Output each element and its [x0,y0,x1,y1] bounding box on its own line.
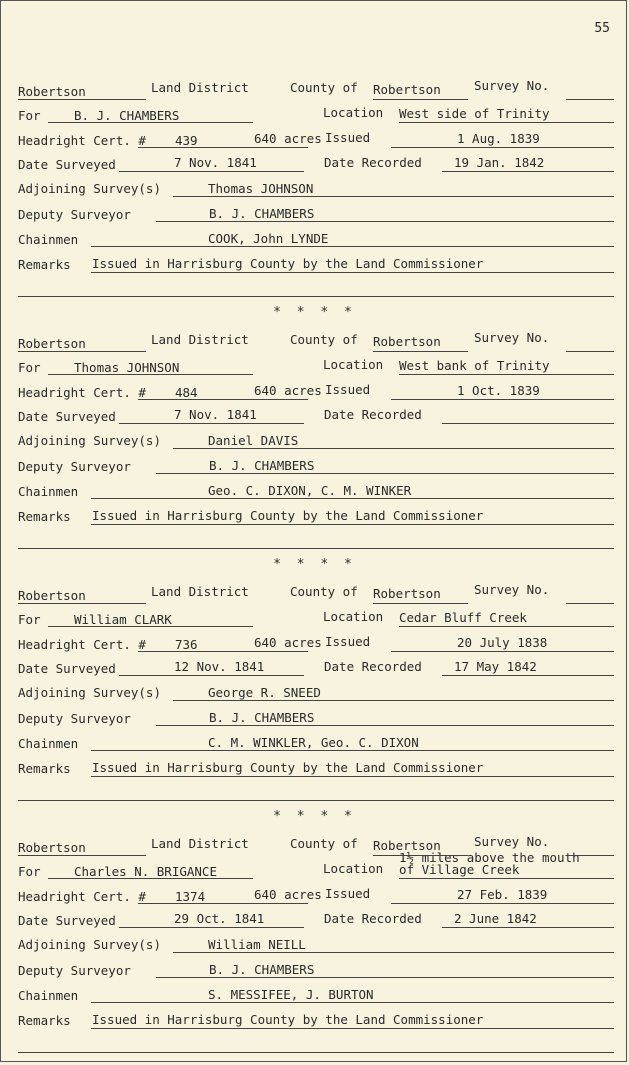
location-label: Location [323,861,384,876]
surveyed-value: 7 Nov. 1841 [174,155,257,170]
district-value: Robertson [18,336,86,351]
deputy-label: Deputy Surveyor [18,711,131,726]
underline [399,878,614,879]
county-value: Robertson [373,586,441,601]
date-surveyed-label: Date Surveyed [18,913,116,928]
district-value: Robertson [18,84,86,99]
underline [391,147,614,148]
location-label: Location [323,105,384,120]
survey-record [1,331,628,561]
underline [173,448,614,449]
county-value: Robertson [373,334,441,349]
chainmen-value: Geo. C. DIXON, C. M. WINKER [208,483,412,498]
for-value: B. J. CHAMBERS [74,108,180,123]
acres-value: 640 acres [254,131,322,146]
underline [119,171,304,172]
chainmen-label: Chainmen [18,232,79,247]
page-number: 55 [594,21,610,36]
underline [119,927,304,928]
for-label: For [18,108,41,123]
underline [566,855,614,856]
remarks-label: Remarks [18,509,71,524]
underline [173,952,614,953]
location-value: West bank of Trinity [399,358,550,373]
underline [48,878,253,879]
date-recorded-label: Date Recorded [324,407,422,422]
chainmen-value: S. MESSIFEE, J. BURTON [208,987,374,1002]
underline [18,99,146,100]
underline [442,927,614,928]
underline [373,99,468,100]
for-value: Charles N. BRIGANCE [74,864,217,879]
survey-no-label: Survey No. [474,834,550,849]
date-recorded-label: Date Recorded [324,155,422,170]
underline [18,351,146,352]
remarks-label: Remarks [18,257,71,272]
underline [91,776,614,777]
surveyed-value: 7 Nov. 1841 [174,407,257,422]
underline [156,725,614,726]
underline [399,626,614,627]
headright-label: Headright Cert. # [18,637,146,652]
chainmen-label: Chainmen [18,484,79,499]
remarks-value: Issued in Harrisburg County by the Land Commissioner [92,256,484,271]
underline [48,122,253,123]
underline [91,498,614,499]
adjoining-value: George R. SNEED [208,685,321,700]
chainmen-value: C. M. WINKLER, Geo. C. DIXON [208,735,419,750]
survey-record [1,583,628,813]
cert-value: 484 [175,385,198,400]
chainmen-label: Chainmen [18,988,79,1003]
location-line1-value: 1½ miles above the mouth [399,850,580,865]
record-separator: * * * * [273,557,356,572]
underline [18,548,614,549]
underline [18,296,614,297]
headright-label: Headright Cert. # [18,385,146,400]
underline [48,374,253,375]
underline [91,1028,614,1029]
issued-label: Issued [325,634,371,649]
date-surveyed-label: Date Surveyed [18,661,116,676]
underline [566,99,614,100]
underline [119,675,304,676]
acres-value: 640 acres [254,635,322,650]
acres-value: 640 acres [254,887,322,902]
survey-record [1,79,628,309]
location-label: Location [323,357,384,372]
underline [156,977,614,978]
date-recorded-label: Date Recorded [324,659,422,674]
adjoining-value: William NEILL [208,937,306,952]
cert-value: 1374 [175,889,206,904]
district-value: Robertson [18,840,86,855]
underline [173,196,614,197]
surveyed-value: 12 Nov. 1841 [174,659,265,674]
chainmen-label: Chainmen [18,736,79,751]
date-surveyed-label: Date Surveyed [18,157,116,172]
underline [138,147,308,148]
underline [48,626,253,627]
location-label: Location [323,609,384,624]
remarks-label: Remarks [18,1013,71,1028]
survey-no-label: Survey No. [474,330,550,345]
remarks-value: Issued in Harrisburg County by the Land Commissioner [92,508,484,523]
recorded-value: 19 Jan. 1842 [454,155,545,170]
surveyed-value: 29 Oct. 1841 [174,911,265,926]
underline [442,423,614,424]
county-of-label: County of [290,836,358,851]
issued-value: 1 Aug. 1839 [457,131,540,146]
issued-value: 27 Feb. 1839 [457,887,548,902]
acres-value: 640 acres [254,383,322,398]
district-value: Robertson [18,588,86,603]
adjoining-value: Thomas JOHNSON [208,181,314,196]
underline [373,603,468,604]
survey-no-label: Survey No. [474,78,550,93]
underline [18,603,146,604]
underline [91,246,614,247]
recorded-value: 17 May 1842 [454,659,537,674]
underline [156,473,614,474]
issued-label: Issued [325,886,371,901]
for-label: For [18,360,41,375]
land-district-label: Land District [151,584,249,599]
deputy-label: Deputy Surveyor [18,459,131,474]
remarks-label: Remarks [18,761,71,776]
deputy-value: B. J. CHAMBERS [209,962,315,977]
for-label: For [18,612,41,627]
for-value: Thomas JOHNSON [74,360,180,375]
deputy-value: B. J. CHAMBERS [209,710,315,725]
record-separator: * * * * [273,809,356,824]
record-separator: * * * * [273,305,356,320]
underline [373,351,468,352]
issued-label: Issued [325,382,371,397]
adjoining-label: Adjoining Survey(s) [18,433,161,448]
underline [91,1002,614,1003]
issued-value: 20 July 1838 [457,635,548,650]
underline [399,122,614,123]
location-value: West side of Trinity [399,106,550,121]
land-district-label: Land District [151,80,249,95]
underline [91,524,614,525]
cert-value: 439 [175,133,198,148]
deputy-label: Deputy Surveyor [18,207,131,222]
underline [373,855,468,856]
survey-no-label: Survey No. [474,582,550,597]
underline [391,399,614,400]
underline [399,374,614,375]
remarks-value: Issued in Harrisburg County by the Land Commissioner [92,1012,484,1027]
deputy-label: Deputy Surveyor [18,963,131,978]
county-value: Robertson [373,82,441,97]
county-value: Robertson [373,838,441,853]
land-district-label: Land District [151,332,249,347]
underline [391,651,614,652]
underline [91,272,614,273]
date-surveyed-label: Date Surveyed [18,409,116,424]
location-value: of Village Creek [399,862,520,877]
issued-label: Issued [325,130,371,145]
date-recorded-label: Date Recorded [324,911,422,926]
underline [566,603,614,604]
deputy-value: B. J. CHAMBERS [209,206,315,221]
headright-label: Headright Cert. # [18,889,146,904]
adjoining-label: Adjoining Survey(s) [18,181,161,196]
underline [18,855,146,856]
chainmen-value: COOK, John LYNDE [208,231,329,246]
adjoining-label: Adjoining Survey(s) [18,937,161,952]
adjoining-label: Adjoining Survey(s) [18,685,161,700]
land-district-label: Land District [151,836,249,851]
underline [138,651,308,652]
underline [173,700,614,701]
headright-label: Headright Cert. # [18,133,146,148]
issued-value: 1 Oct. 1839 [457,383,540,398]
underline [391,903,614,904]
underline [566,351,614,352]
underline [119,423,304,424]
underline [91,750,614,751]
underline [138,903,308,904]
county-of-label: County of [290,584,358,599]
survey-record [1,835,628,1065]
county-of-label: County of [290,80,358,95]
underline [18,800,614,801]
underline [138,399,308,400]
for-label: For [18,864,41,879]
county-of-label: County of [290,332,358,347]
underline [442,675,614,676]
underline [156,221,614,222]
for-value: William CLARK [74,612,172,627]
remarks-value: Issued in Harrisburg County by the Land Commissioner [92,760,484,775]
cert-value: 736 [175,637,198,652]
underline [18,1052,614,1053]
deputy-value: B. J. CHAMBERS [209,458,315,473]
underline [442,171,614,172]
adjoining-value: Daniel DAVIS [208,433,299,448]
recorded-value: 2 June 1842 [454,911,537,926]
location-value: Cedar Bluff Creek [399,610,527,625]
